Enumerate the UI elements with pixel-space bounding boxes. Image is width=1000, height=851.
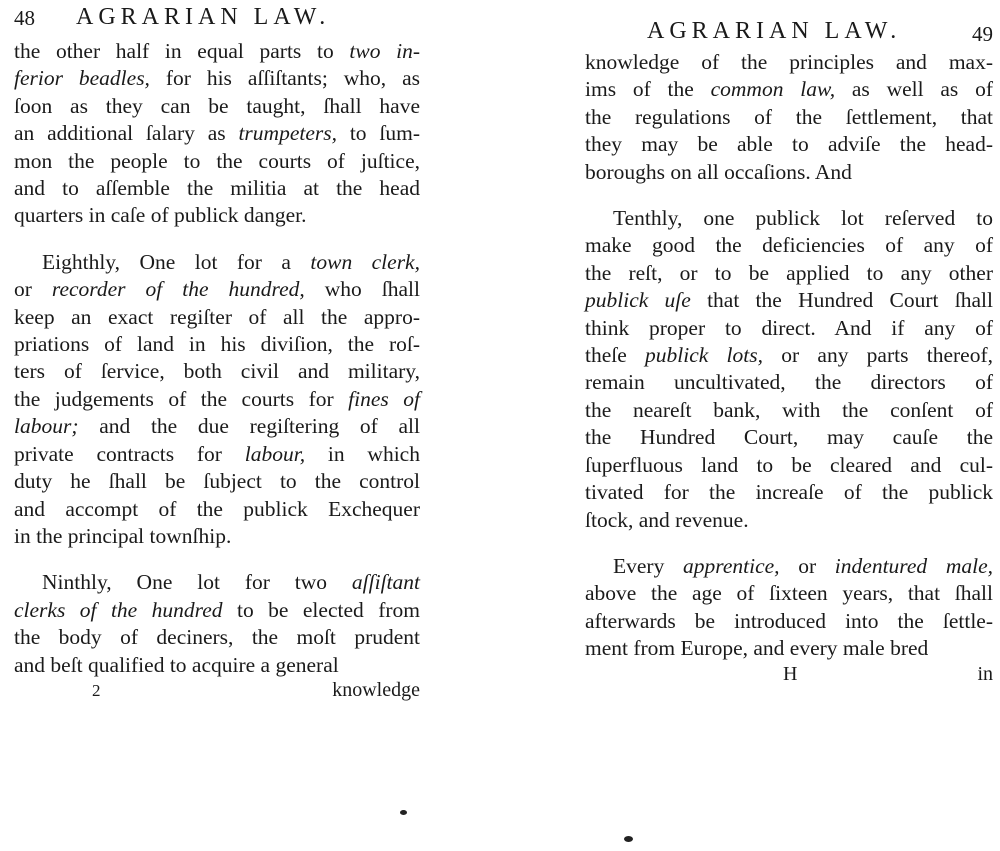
left-signature-mark: 2	[92, 680, 101, 700]
left-page	[14, 0, 420, 705]
paragraph	[585, 205, 993, 534]
italic-text: trumpeters,	[238, 121, 337, 146]
text-line: think proper to direct. And if any of	[585, 315, 993, 340]
text-line: ters of ſervice, both civil and military,	[14, 359, 420, 384]
text-line: Every apprentice, or indentured male,	[613, 553, 993, 578]
text-line: the reſt, or to be applied to any other	[585, 260, 993, 285]
right-running-title: AGRARIAN LAW.	[647, 18, 902, 44]
italic-text: town clerk,	[310, 249, 420, 274]
text-line: ferior beadles, for his aſſiſtants; who, as	[14, 66, 420, 91]
text-line: the Hundred Court, may cauſe the	[585, 425, 993, 450]
text-line: private contracts for labour, in which	[14, 441, 420, 466]
italic-text: clerks of the hundred	[14, 597, 223, 622]
text-line: the neareſt bank, with the conſent of	[585, 397, 993, 422]
paragraph	[14, 38, 420, 230]
italic-text: common law,	[710, 77, 836, 102]
italic-text: recorder of the hundred,	[51, 277, 305, 302]
right-page-text	[585, 49, 993, 663]
text-line: or recorder of the hundred, who ſhall	[14, 277, 420, 302]
text-line: priations of land in his diviſion, the roſ-	[14, 332, 420, 357]
text-line: clerks of the hundred to be elected from	[14, 597, 420, 622]
left-page-text	[14, 38, 420, 679]
left-catchword: knowledge	[332, 678, 420, 701]
text-line: the judgements of the courts for fines of	[14, 386, 420, 411]
text-line: the body of deciners, the moſt prudent	[14, 625, 420, 650]
right-running-head	[585, 0, 993, 46]
paragraph	[585, 553, 993, 663]
left-running-title: AGRARIAN LAW.	[76, 4, 331, 30]
italic-text: ferior beadles,	[14, 66, 150, 91]
text-line: ſtock, and revenue.	[585, 507, 749, 532]
italic-text: labour,	[244, 441, 306, 466]
text-line: the other half in equal parts to two in-	[14, 39, 420, 63]
text-line: quarters in caſe of publick danger.	[14, 203, 307, 228]
left-page-number: 48	[14, 6, 35, 30]
text-line: and accompt of the publick Exchequer	[14, 496, 420, 521]
ink-blot	[624, 836, 633, 842]
text-line: and to aſſemble the militia at the head	[14, 176, 420, 201]
left-running-head	[14, 0, 420, 40]
text-line: and beſt qualified to acquire a general	[14, 652, 339, 677]
italic-text: aſſiſtant	[351, 570, 420, 595]
italic-text: fines of	[348, 386, 420, 411]
text-line: theſe publick lots, or any parts thereof,	[585, 343, 993, 368]
text-line: Eighthly, One lot for a town clerk,	[42, 249, 420, 274]
text-line: ſuperfluous land to be cleared and cul-	[585, 452, 993, 477]
right-page-number: 49	[972, 22, 993, 46]
text-line: duty he ſhall be ſubject to the control	[14, 469, 420, 494]
text-line: labour; and the due regiſtering of all	[14, 414, 420, 439]
right-page-footer	[585, 663, 993, 689]
text-line: ſoon as they can be taught, ſhall have	[14, 93, 420, 118]
right-page	[585, 0, 993, 689]
text-line: knowledge of the principles and max-	[585, 50, 993, 74]
text-line: Tenthly, one publick lot reſerved to	[613, 206, 993, 231]
italic-text: apprentice,	[683, 553, 780, 578]
right-signature-mark: H	[783, 662, 798, 685]
text-line: ment from Europe, and every male bred	[585, 636, 929, 661]
paragraph	[14, 569, 420, 679]
text-line: Ninthly, One lot for two aſſiſtant	[42, 570, 420, 595]
text-line: an additional ſalary as trumpeters, to ſum-	[14, 121, 420, 146]
italic-text: indentured male,	[834, 553, 993, 578]
paragraph	[585, 49, 993, 186]
ink-blot	[400, 810, 407, 815]
text-line: make good the deficiencies of any of	[585, 233, 993, 258]
text-line: afterwards be introduced into the ſettle-	[585, 608, 993, 633]
text-line: keep an exact regiſter of all the appro-	[14, 304, 420, 329]
text-line: remain uncultivated, the directors of	[585, 370, 993, 395]
text-line: publick uſe that the Hundred Court ſhall	[585, 288, 993, 313]
right-catchword: in	[977, 662, 993, 685]
italic-text: publick uſe	[585, 288, 691, 313]
italic-text: labour;	[14, 414, 79, 439]
text-line: mon the people to the courts of juſtice,	[14, 148, 420, 173]
left-page-footer	[14, 679, 420, 705]
text-line: the regulations of the ſettlement, that	[585, 104, 993, 129]
text-line: in the principal townſhip.	[14, 523, 232, 548]
italic-text: two in-	[349, 39, 420, 63]
text-line: boroughs on all occaſions. And	[585, 159, 852, 184]
text-line: ims of the common law, as well as of	[585, 77, 993, 102]
text-line: tivated for the increaſe of the publick	[585, 480, 993, 505]
italic-text: publick lots,	[645, 343, 763, 368]
paragraph	[14, 249, 420, 550]
text-line: they may be able to adviſe the head-	[585, 132, 993, 157]
text-line: above the age of ſixteen years, that ſhall	[585, 581, 993, 606]
